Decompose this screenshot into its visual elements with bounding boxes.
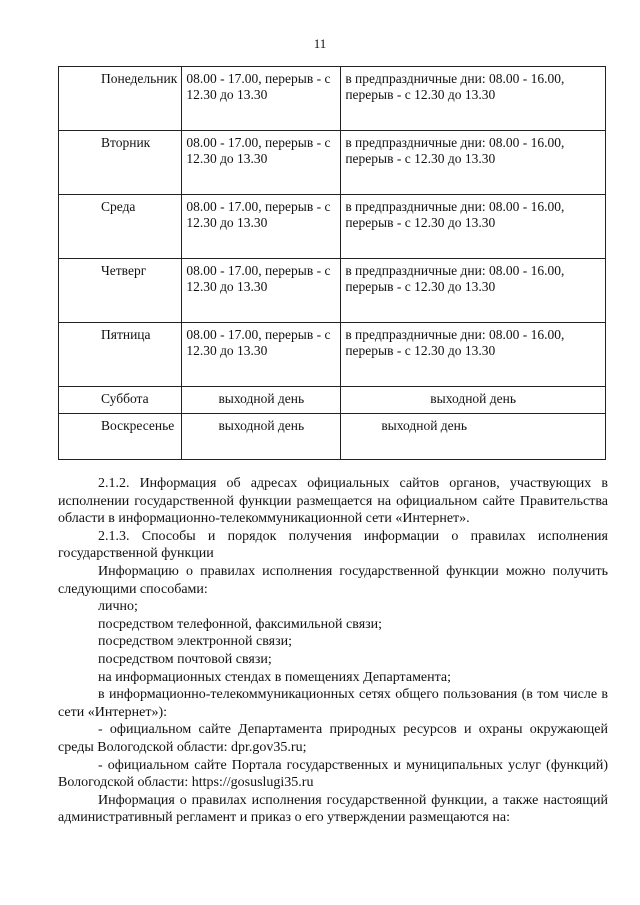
paragraph-info-methods: Информацию о правилах исполнения государственной функции можно получить следующими способами: [58, 563, 608, 597]
work-hours-cell [182, 323, 341, 387]
day-name: Понедельник [101, 71, 178, 86]
table-row [59, 323, 606, 387]
work-hours: выходной день [218, 391, 305, 406]
preholiday-cell [341, 195, 606, 259]
day-name: Суббота [101, 391, 149, 406]
method-site-department: - официальном сайте Департамента природных ресурсов и охраны окружающей среды Вологодской области: dpr.gov35.ru; [58, 722, 608, 755]
paragraph-2-1-2: 2.1.2. Информация об адресах официальных сайтов органов, участвующих в исполнении государственной функции размещается на официальном сайте Правительства области в информационно-телекоммуникационной сети «Интернет». [58, 476, 608, 527]
day-name: Вторник [101, 135, 151, 150]
method-networks: в информационно-телекоммуникационных сетях общего пользования (в том числе в сети «Интернет»): [58, 687, 608, 720]
work-hours-cell [182, 195, 341, 259]
paragraph-final: Информация о правилах исполнения государственной функции, а также настоящий административный регламент и приказ о его утверждении размещаются на: [58, 792, 608, 826]
method-personal: лично; [98, 599, 138, 615]
schedule-table [58, 66, 606, 460]
preholiday-cell [341, 131, 606, 195]
work-hours-cell [182, 67, 341, 131]
table-row [59, 259, 606, 323]
preholiday-hours: в предпраздничные дни: 08.00 - 16.00, перерыв - с 12.30 до 13.30 [345, 327, 565, 358]
work-hours: 08.00 - 17.00, перерыв - с 12.30 до 13.30 [186, 71, 331, 102]
preholiday-hours: выходной день [381, 418, 468, 433]
preholiday-hours: в предпраздничные дни: 08.00 - 16.00, перерыв - с 12.30 до 13.30 [345, 199, 565, 230]
day-name: Четверг [101, 263, 147, 278]
work-hours: 08.00 - 17.00, перерыв - с 12.30 до 13.30 [186, 199, 331, 230]
method-site-portal: - официальном сайте Портала государственных и муниципальных услуг (функций) Вологодской области: https://gosuslugi35.ru [58, 757, 608, 791]
table-row [59, 195, 606, 259]
method-post: посредством почтовой связи; [98, 651, 272, 667]
preholiday-cell [341, 323, 606, 387]
preholiday-cell [341, 387, 606, 414]
preholiday-hours: выходной день [430, 391, 517, 406]
body-text [58, 475, 608, 827]
day-cell [59, 131, 182, 195]
preholiday-cell [341, 67, 606, 131]
preholiday-hours: в предпраздничные дни: 08.00 - 16.00, перерыв - с 12.30 до 13.30 [345, 135, 565, 166]
work-hours-cell [182, 131, 341, 195]
work-hours-cell [182, 414, 341, 460]
table-row [59, 131, 606, 195]
work-hours: 08.00 - 17.00, перерыв - с 12.30 до 13.30 [186, 327, 331, 358]
day-cell [59, 387, 182, 414]
preholiday-cell [341, 414, 606, 460]
day-cell [59, 67, 182, 131]
table-row [59, 387, 606, 414]
work-hours: 08.00 - 17.00, перерыв - с 12.30 до 13.30 [186, 135, 331, 166]
paragraph-2-1-3: 2.1.3. Способы и порядок получения информации о правилах исполнения государственной функции [58, 528, 608, 562]
method-phone: посредством телефонной, факсимильной связи; [98, 616, 383, 632]
day-cell [59, 323, 182, 387]
table-row [59, 67, 606, 131]
day-cell [59, 414, 182, 460]
preholiday-cell [341, 259, 606, 323]
preholiday-hours: в предпраздничные дни: 08.00 - 16.00, перерыв - с 12.30 до 13.30 [345, 263, 565, 294]
work-hours-cell [182, 387, 341, 414]
method-email: посредством электронной связи; [98, 634, 292, 650]
day-cell [59, 195, 182, 259]
work-hours-cell [182, 259, 341, 323]
work-hours: выходной день [218, 418, 305, 433]
preholiday-hours: в предпраздничные дни: 08.00 - 16.00, перерыв - с 12.30 до 13.30 [345, 71, 565, 102]
day-name: Пятница [101, 327, 151, 342]
work-hours: 08.00 - 17.00, перерыв - с 12.30 до 13.30 [186, 263, 331, 294]
table-row [59, 414, 606, 460]
page-number: 11 [313, 36, 327, 51]
day-name: Среда [101, 199, 136, 214]
day-name: Воскресенье [101, 418, 175, 433]
method-stands: на информационных стендах в помещениях Департамента; [98, 669, 452, 685]
day-cell [59, 259, 182, 323]
